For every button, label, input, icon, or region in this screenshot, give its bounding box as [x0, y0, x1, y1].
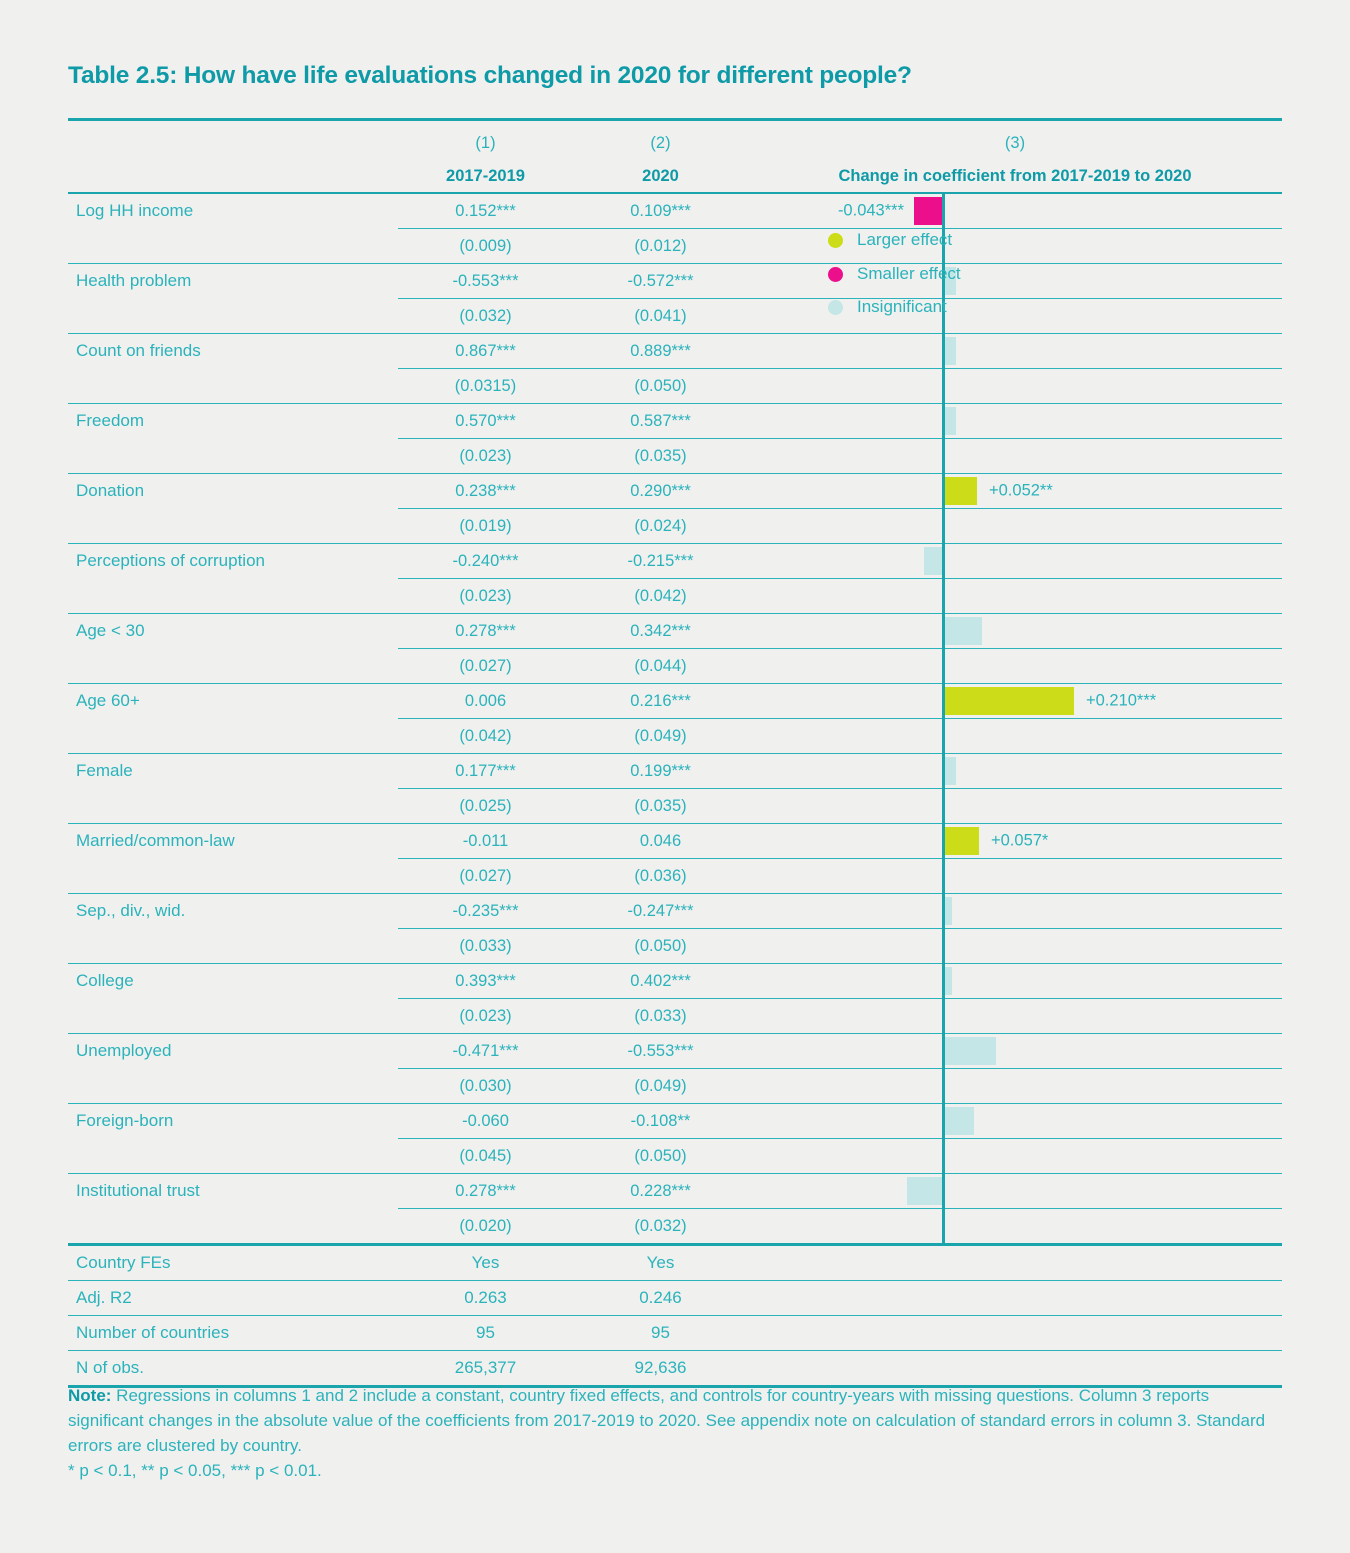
row-label-blank [68, 999, 398, 1034]
coefficient-2017-2019: 0.570*** [398, 404, 573, 439]
row-label-blank [68, 439, 398, 474]
table-row-se [68, 579, 1282, 614]
table-row [68, 964, 1282, 999]
header-label-2020: 2020 [573, 160, 748, 193]
change-bar [944, 827, 979, 855]
bar-container [748, 824, 1282, 858]
table-row-se [68, 1139, 1282, 1174]
std-error-2020: (0.035) [573, 789, 748, 824]
change-bar [944, 1107, 974, 1135]
table-row [68, 754, 1282, 789]
summary-label: Country FEs [68, 1245, 398, 1281]
table-summary [68, 1245, 1282, 1387]
std-error-2017-2019: (0.042) [398, 719, 573, 754]
std-error-2017-2019: (0.023) [398, 999, 573, 1034]
bar-container [748, 1174, 1282, 1208]
legend-dot-icon [828, 300, 843, 315]
zero-axis-line [942, 787, 945, 825]
coefficient-2017-2019: -0.011 [398, 824, 573, 859]
header-label-2017-2019: 2017-2019 [398, 160, 573, 193]
std-error-2020: (0.049) [573, 1069, 748, 1104]
column-number-3: (3) [748, 120, 1282, 161]
bar-container [748, 1209, 1282, 1243]
std-error-2017-2019: (0.027) [398, 859, 573, 894]
change-bar-cell-continuation [748, 439, 1282, 474]
summary-blank [748, 1281, 1282, 1316]
table-row-se [68, 859, 1282, 894]
change-value-label: +0.210*** [1086, 691, 1157, 710]
summary-row [68, 1351, 1282, 1387]
table-row [68, 1104, 1282, 1139]
std-error-2017-2019: (0.045) [398, 1139, 573, 1174]
zero-axis-line [942, 402, 945, 440]
header-spacer [68, 120, 398, 161]
coefficient-2017-2019: -0.235*** [398, 894, 573, 929]
change-bar-cell [748, 754, 1282, 789]
bar-container [748, 404, 1282, 438]
zero-axis-line [942, 1032, 945, 1070]
std-error-2017-2019: (0.027) [398, 649, 573, 684]
std-error-2020: (0.050) [573, 929, 748, 964]
table-row-se [68, 789, 1282, 824]
table-row [68, 474, 1282, 509]
change-bar [944, 617, 982, 645]
row-label: Foreign-born [76, 1111, 174, 1131]
table-row [68, 544, 1282, 579]
coefficient-2020: -0.572*** [573, 264, 748, 299]
bar-container [748, 999, 1282, 1033]
table-row-se [68, 929, 1282, 964]
change-bar-cell-continuation [748, 789, 1282, 824]
change-bar-cell-continuation [748, 579, 1282, 614]
legend-item [828, 297, 947, 317]
coefficient-2020: 0.046 [573, 824, 748, 859]
row-label-blank [68, 859, 398, 894]
change-bar-cell-continuation [748, 1069, 1282, 1104]
change-value-label: -0.043*** [837, 201, 904, 220]
change-value-label: +0.057* [991, 831, 1049, 850]
legend-label: Smaller effect [857, 264, 961, 283]
std-error-2017-2019: (0.009) [398, 229, 573, 264]
bar-container [748, 789, 1282, 823]
table-row [68, 824, 1282, 859]
zero-axis-line [942, 437, 945, 475]
row-label-blank [68, 1139, 398, 1174]
row-label-blank [68, 789, 398, 824]
summary-row [68, 1281, 1282, 1316]
summary-value-2020: 92,636 [573, 1351, 748, 1387]
std-error-2020: (0.024) [573, 509, 748, 544]
change-bar [944, 757, 956, 785]
coefficient-2017-2019: -0.060 [398, 1104, 573, 1139]
note-prefix: Note: [68, 1386, 112, 1405]
coefficient-2020: 0.587*** [573, 404, 748, 439]
change-bar-cell-continuation [748, 999, 1282, 1034]
change-bar [924, 547, 942, 575]
change-bar [907, 1177, 942, 1205]
row-label: Unemployed [76, 1041, 172, 1061]
std-error-2017-2019: (0.023) [398, 439, 573, 474]
zero-axis-line [942, 1067, 945, 1105]
change-bar-cell [748, 824, 1282, 859]
summary-label: Adj. R2 [68, 1281, 398, 1316]
row-label-blank [68, 299, 398, 334]
row-label-blank [68, 229, 398, 264]
table-row-se [68, 509, 1282, 544]
change-bar-cell [748, 1104, 1282, 1139]
change-bar-cell-continuation [748, 1209, 1282, 1245]
zero-axis-line [942, 927, 945, 965]
std-error-2020: (0.049) [573, 719, 748, 754]
change-bar-cell [748, 193, 1282, 229]
zero-axis-line [942, 1207, 945, 1245]
std-error-2020: (0.041) [573, 299, 748, 334]
zero-axis-line [942, 892, 945, 930]
bar-container [748, 614, 1282, 648]
row-label-blank [68, 1209, 398, 1245]
std-error-2020: (0.032) [573, 1209, 748, 1245]
row-label: Married/common-law [76, 831, 235, 851]
zero-axis-line [942, 822, 945, 860]
bar-container [748, 579, 1282, 613]
zero-axis-line [942, 962, 945, 1000]
bar-container [748, 894, 1282, 928]
std-error-2017-2019: (0.023) [398, 579, 573, 614]
change-bar-cell-continuation [748, 859, 1282, 894]
change-bar-cell-continuation [748, 1139, 1282, 1174]
legend-label: Insignificant [857, 297, 947, 316]
legend-dot-icon [828, 267, 843, 282]
bar-container [748, 334, 1282, 368]
coefficient-2020: -0.108** [573, 1104, 748, 1139]
table-row-se [68, 719, 1282, 754]
row-label-blank [68, 509, 398, 544]
table-row [68, 193, 1282, 229]
coefficient-2020: -0.553*** [573, 1034, 748, 1069]
legend-dot-icon [828, 233, 843, 248]
zero-axis-line [942, 332, 945, 370]
std-error-2020: (0.012) [573, 229, 748, 264]
std-error-2020: (0.042) [573, 579, 748, 614]
zero-axis-line [942, 367, 945, 405]
row-label-blank [68, 369, 398, 404]
bar-container [748, 509, 1282, 543]
summary-value-2017-2019: 0.263 [398, 1281, 573, 1316]
change-bar [944, 407, 956, 435]
coefficient-2017-2019: 0.238*** [398, 474, 573, 509]
row-label: Perceptions of corruption [76, 551, 265, 571]
bar-container [748, 649, 1282, 683]
coefficient-2017-2019: 0.867*** [398, 334, 573, 369]
table-note [68, 1383, 1268, 1483]
coefficient-2020: -0.247*** [573, 894, 748, 929]
summary-value-2017-2019: 265,377 [398, 1351, 573, 1387]
column-number-1: (1) [398, 120, 573, 161]
std-error-2017-2019: (0.030) [398, 1069, 573, 1104]
change-bar-cell [748, 684, 1282, 719]
coefficient-2020: 0.402*** [573, 964, 748, 999]
row-label: Age 60+ [76, 691, 140, 711]
change-bar [914, 197, 942, 225]
zero-axis-line [942, 542, 945, 580]
note-significance: * p < 0.1, ** p < 0.05, *** p < 0.01. [68, 1461, 322, 1480]
change-bar-cell-continuation [748, 649, 1282, 684]
header-label-change: Change in coefficient from 2017-2019 to 2020 [748, 160, 1282, 193]
zero-axis-line [942, 1172, 945, 1210]
zero-axis-line [942, 752, 945, 790]
zero-axis-line [942, 507, 945, 545]
change-bar-cell [748, 1034, 1282, 1069]
std-error-2020: (0.050) [573, 369, 748, 404]
change-bar-cell [748, 334, 1282, 369]
row-label-blank [68, 719, 398, 754]
bar-container [748, 964, 1282, 998]
summary-label: N of obs. [68, 1351, 398, 1387]
change-bar-cell-continuation [748, 509, 1282, 544]
summary-label: Number of countries [68, 1316, 398, 1351]
bar-container [748, 544, 1282, 578]
std-error-2020: (0.033) [573, 999, 748, 1034]
change-value-label: +0.052** [989, 481, 1053, 500]
bar-container [748, 719, 1282, 753]
change-bar-cell-continuation [748, 719, 1282, 754]
zero-axis-line [942, 857, 945, 895]
coefficient-2020: 0.199*** [573, 754, 748, 789]
row-label-blank [68, 649, 398, 684]
std-error-2020: (0.036) [573, 859, 748, 894]
table-header [68, 120, 1282, 194]
coefficient-2017-2019: -0.553*** [398, 264, 573, 299]
summary-blank [748, 1316, 1282, 1351]
table-body [68, 193, 1282, 1245]
change-bar [944, 1037, 996, 1065]
legend-label: Larger effect [857, 230, 953, 249]
table-row-se [68, 229, 1282, 264]
coefficient-2017-2019: 0.177*** [398, 754, 573, 789]
coefficient-2017-2019: 0.006 [398, 684, 573, 719]
change-bar [944, 687, 1074, 715]
summary-row [68, 1245, 1282, 1281]
change-bar-cell [748, 404, 1282, 439]
column-number-2: (2) [573, 120, 748, 161]
header-row-labels [68, 160, 1282, 193]
coefficient-2020: -0.215*** [573, 544, 748, 579]
zero-axis-line [942, 1102, 945, 1140]
row-label: Age < 30 [76, 621, 145, 641]
zero-axis-line [942, 997, 945, 1035]
coefficient-2020: 0.228*** [573, 1174, 748, 1209]
bar-container [748, 1139, 1282, 1173]
std-error-2017-2019: (0.025) [398, 789, 573, 824]
bar-container [748, 929, 1282, 963]
table-row [68, 404, 1282, 439]
table-row [68, 264, 1282, 299]
change-bar [944, 897, 952, 925]
legend-item [828, 230, 952, 250]
coefficient-2017-2019: -0.471*** [398, 1034, 573, 1069]
table-row-se [68, 999, 1282, 1034]
row-label: Freedom [76, 411, 145, 431]
row-label: Health problem [76, 271, 192, 291]
header-label-blank [68, 160, 398, 193]
std-error-2017-2019: (0.032) [398, 299, 573, 334]
std-error-2020: (0.050) [573, 1139, 748, 1174]
table-row-se [68, 649, 1282, 684]
row-label: Count on friends [76, 341, 201, 361]
coefficient-2020: 0.889*** [573, 334, 748, 369]
bar-container [748, 194, 1282, 228]
bar-container [748, 474, 1282, 508]
change-bar-cell [748, 474, 1282, 509]
zero-axis-line [942, 577, 945, 615]
table-row-se [68, 369, 1282, 404]
row-label: Female [76, 761, 133, 781]
row-label: Donation [76, 481, 145, 501]
row-label-blank [68, 579, 398, 614]
bar-container [748, 859, 1282, 893]
std-error-2020: (0.035) [573, 439, 748, 474]
summary-row [68, 1316, 1282, 1351]
change-bar [944, 337, 956, 365]
change-bar [944, 967, 952, 995]
change-bar-cell [748, 894, 1282, 929]
zero-axis-line [942, 717, 945, 755]
coefficient-2020: 0.290*** [573, 474, 748, 509]
change-bar-cell [748, 964, 1282, 999]
zero-axis-line [942, 612, 945, 650]
zero-axis-line [942, 472, 945, 510]
std-error-2017-2019: (0.020) [398, 1209, 573, 1245]
row-label: Log HH income [76, 201, 194, 221]
coefficient-2017-2019: -0.240*** [398, 544, 573, 579]
table-row [68, 1174, 1282, 1209]
table-row-se [68, 299, 1282, 334]
summary-value-2020: 0.246 [573, 1281, 748, 1316]
summary-blank [748, 1351, 1282, 1387]
change-bar-cell-continuation [748, 929, 1282, 964]
coefficient-2017-2019: 0.393*** [398, 964, 573, 999]
table-row-se [68, 439, 1282, 474]
table-row [68, 684, 1282, 719]
legend-item [828, 264, 961, 284]
row-label: College [76, 971, 134, 991]
std-error-2017-2019: (0.0315) [398, 369, 573, 404]
bar-container [748, 369, 1282, 403]
bar-container [748, 754, 1282, 788]
coefficient-2017-2019: 0.278*** [398, 614, 573, 649]
row-label-blank [68, 1069, 398, 1104]
coefficient-2017-2019: 0.152*** [398, 193, 573, 229]
table-row-se [68, 1069, 1282, 1104]
note-body: Regressions in columns 1 and 2 include a constant, country fixed effects, and controls for country-years with missing questions. Column 3 reports significant changes in the absolute value of the coefficients from 2017-2019 to 2020. See appendix note on calculation of standard errors in column 3. Standard errors are clustered by country. [68, 1386, 1266, 1455]
coefficient-2020: 0.216*** [573, 684, 748, 719]
page-title: Table 2.5: How have life evaluations changed in 2020 for different people? [68, 62, 912, 89]
header-row-numbers [68, 120, 1282, 161]
summary-value-2020: 95 [573, 1316, 748, 1351]
results-table [68, 118, 1282, 1388]
bar-container [748, 1069, 1282, 1103]
summary-blank [748, 1245, 1282, 1281]
std-error-2020: (0.044) [573, 649, 748, 684]
change-bar [944, 477, 977, 505]
row-label: Sep., div., wid. [76, 901, 186, 921]
table-row [68, 1034, 1282, 1069]
summary-value-2017-2019: Yes [398, 1245, 573, 1281]
change-bar-cell-continuation [748, 369, 1282, 404]
change-bar-cell [748, 614, 1282, 649]
bar-container [748, 439, 1282, 473]
coefficient-2020: 0.342*** [573, 614, 748, 649]
coefficient-2020: 0.109*** [573, 193, 748, 229]
summary-value-2017-2019: 95 [398, 1316, 573, 1351]
row-label: Institutional trust [76, 1181, 200, 1201]
bar-container [748, 1104, 1282, 1138]
table-row [68, 614, 1282, 649]
zero-axis-line [942, 647, 945, 685]
row-label-blank [68, 929, 398, 964]
bar-container [748, 1034, 1282, 1068]
zero-axis-line [942, 682, 945, 720]
coefficient-2017-2019: 0.278*** [398, 1174, 573, 1209]
zero-axis-line [942, 192, 945, 230]
bar-container [748, 684, 1282, 718]
change-bar-cell [748, 1174, 1282, 1209]
table-row [68, 894, 1282, 929]
change-bar-cell [748, 544, 1282, 579]
summary-value-2020: Yes [573, 1245, 748, 1281]
table-row [68, 334, 1282, 369]
note-prefix-and-body [68, 1386, 1265, 1455]
std-error-2017-2019: (0.033) [398, 929, 573, 964]
std-error-2017-2019: (0.019) [398, 509, 573, 544]
table-row-se [68, 1209, 1282, 1245]
zero-axis-line [942, 1137, 945, 1175]
